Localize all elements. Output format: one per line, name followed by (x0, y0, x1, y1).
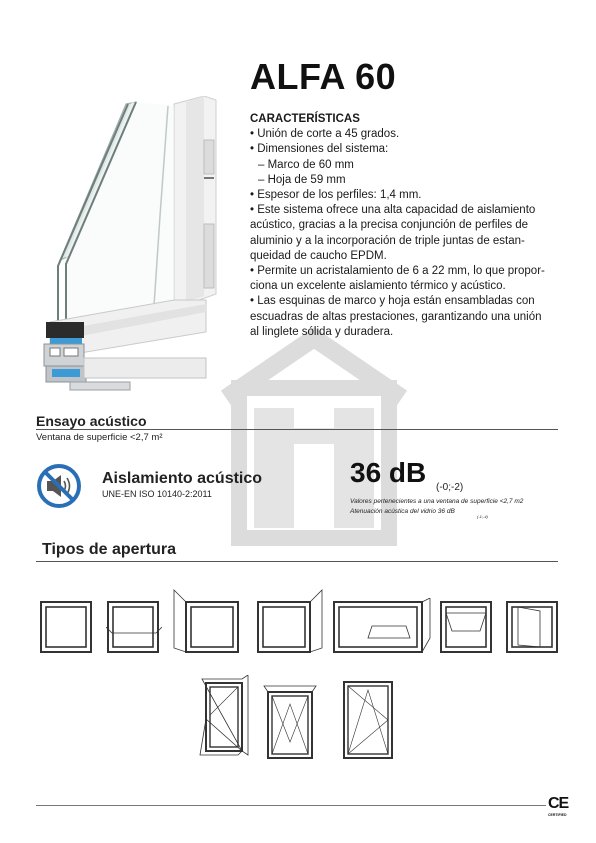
characteristics-list (250, 112, 562, 340)
characteristic-subline: – Marco de 60 mm (258, 158, 354, 171)
acoustic-value: 36 dB (350, 457, 427, 488)
characteristic-line: aluminio y a la incorporación de triple juntas de estan- (250, 234, 525, 247)
characteristic-line: • Unión de corte a 45 grados. (250, 128, 400, 141)
characteristic-line: • Este sistema ofrece una alta capacidad de aislamiento (250, 204, 536, 217)
characteristic-line: escuadras de altas prestaciones, garantizando una unión (250, 310, 542, 323)
window-profile-photo (36, 96, 224, 400)
acoustic-test-title: Ensayo acústico (36, 413, 147, 429)
muted-speaker-icon (36, 463, 82, 509)
characteristic-line: al linglete sólida y duradera. (250, 325, 394, 338)
ce-certified-label: CERTIFIED (548, 813, 567, 817)
page-title: ALFA 60 (250, 56, 397, 97)
divider (36, 561, 558, 562)
characteristic-line: • Las esquinas de marco y hoja están ensambladas con (250, 295, 535, 308)
tilt-turn-center-window-icon (262, 682, 318, 762)
characteristic-line: • Dimensiones del sistema: (250, 143, 389, 156)
top-hung-window-icon (440, 601, 492, 653)
side-opening-window-icon (506, 601, 558, 653)
acoustic-insulation-label: Aislamiento acústico (102, 470, 263, 487)
tilt-turn-right-window-icon (340, 676, 396, 762)
characteristic-line: ciona un excelente aislamiento térmico y acústico. (250, 280, 506, 293)
divider (36, 429, 558, 430)
tilt-wide-window-icon (326, 598, 432, 654)
opening-types-title: Tipos de apertura (42, 541, 176, 558)
acoustic-note: Valores pertenecientes a una ventana de superficie <2,7 m2 (350, 498, 524, 505)
characteristic-line: • Permite un acristalamiento de 6 a 22 mm, lo que propor- (250, 265, 545, 278)
acoustic-test-subtitle: Ventana de superficie <2,7 m² (36, 432, 163, 443)
watermark-house-logo (214, 318, 414, 558)
fixed-window-icon (40, 601, 92, 653)
side-hung-right-window-icon (252, 588, 324, 654)
characteristic-line: queidad de caucho EPDM. (250, 249, 387, 262)
characteristic-line: acústico, gracias a la precisa conjunción de perfiles de (250, 219, 529, 232)
tilt-turn-left-window-icon (198, 675, 250, 761)
acoustic-note-tolerance: (-1;-4) (477, 514, 488, 519)
side-hung-left-window-icon (172, 588, 244, 654)
ce-mark: CE (548, 795, 569, 812)
footer-divider (36, 805, 546, 806)
characteristics-heading: CARACTERÍSTICAS (250, 113, 360, 125)
acoustic-norm: UNE-EN ISO 10140-2:2011 (102, 489, 212, 499)
characteristic-line: • Espesor de los perfiles: 1,4 mm. (250, 189, 422, 202)
characteristic-subline: – Hoja de 59 mm (258, 173, 346, 186)
acoustic-tolerance: (-0;-2) (436, 482, 464, 493)
tilt-in-window-icon (106, 601, 162, 653)
acoustic-note: Atenuación acústica del vidrio 36 dB (350, 508, 455, 515)
